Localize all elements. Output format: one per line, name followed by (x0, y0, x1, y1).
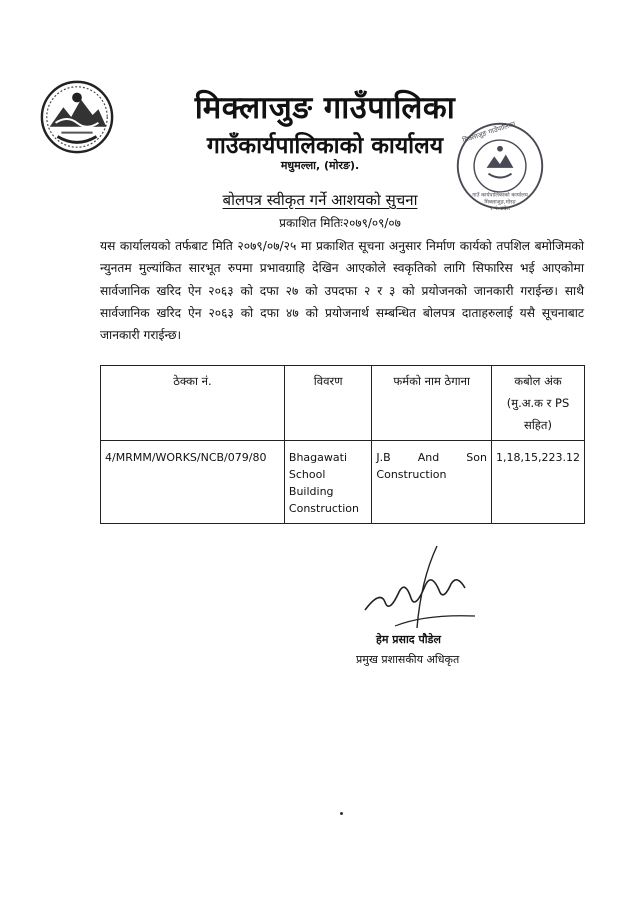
cell-contract-no: 4/MRMM/WORKS/NCB/079/80 (101, 441, 285, 524)
cell-description: Bhagawati School Building Construction (284, 441, 372, 524)
header-description: विवरण (284, 366, 372, 441)
award-table (100, 365, 585, 524)
signatory-name: हेम प्रसाद पौडेल (376, 633, 441, 646)
table-header-row (101, 366, 585, 441)
svg-text:१ नं. प्रदेश: १ नं. प्रदेश (489, 206, 511, 213)
table-row (101, 441, 585, 524)
svg-text:मिक्लाजुङ,मोरङ: मिक्लाजुङ,मोरङ (484, 199, 516, 206)
office-name: मिक्लाजुङ गाउँपालिका (194, 90, 456, 126)
header-firm: फर्मको नाम ठेगाना (372, 366, 492, 441)
office-address: मधुमल्ला, (मोरङ). (280, 159, 360, 172)
cell-amount: 1,18,15,223.12 (492, 441, 585, 524)
header-amount: कबोल अंक (मु.अ.क र PS सहित) (492, 366, 585, 441)
header-contract-no: ठेक्का नं. (101, 366, 285, 441)
cell-firm: J.B And Son Construction (372, 441, 492, 524)
stray-mark (340, 812, 343, 815)
publication-date: प्रकाशित मितिः२०७९/०९/०७ (279, 216, 401, 230)
notice-body: यस कार्यालयको तर्फबाट मिति २०७९/०७/२५ मा प्रकाशित सूचना अनुसार निर्माण कार्यको तपशिल बमोजिमको न्युनतम मुल्यांकित सारभूत रुपमा प्रभावग्राहि देखिन आएकोले स्वकृतिको लागि सिफारिस भई आएकोमा सार्वजानिक खरिद ऐन २०६३ को दफा २७ को उपदफा २ र ३ को प्रयोजनको जानकारी गराईन्छ। साथै सार्वजानिक खरिद ऐन २०६३ को दफा ४७ को प्रयोजनार्थ सम्बन्धित बोलपत्र दाताहरुलाई यसै सूचनाबाट जानकारी गराईन्छ। (100, 239, 584, 343)
signatory-title: प्रमुख प्रशासकीय अधिकृत (356, 653, 460, 666)
office-subtitle: गाउँकार्यपालिकाको कार्यालय (206, 132, 444, 159)
notice-title: बोलपत्र स्वीकृत गर्ने आशयको सुचना (222, 191, 418, 209)
nepal-emblem-icon (38, 78, 116, 156)
svg-text:गाउँ कार्यपालिकाको कार्यालय: गाउँ कार्यपालिकाको कार्यालय (472, 192, 528, 199)
svg-text:मिक्लाजुङ गाउँपालिका: मिक्लाजुङ गाउँपालिका (461, 119, 517, 145)
signature (355, 540, 495, 640)
